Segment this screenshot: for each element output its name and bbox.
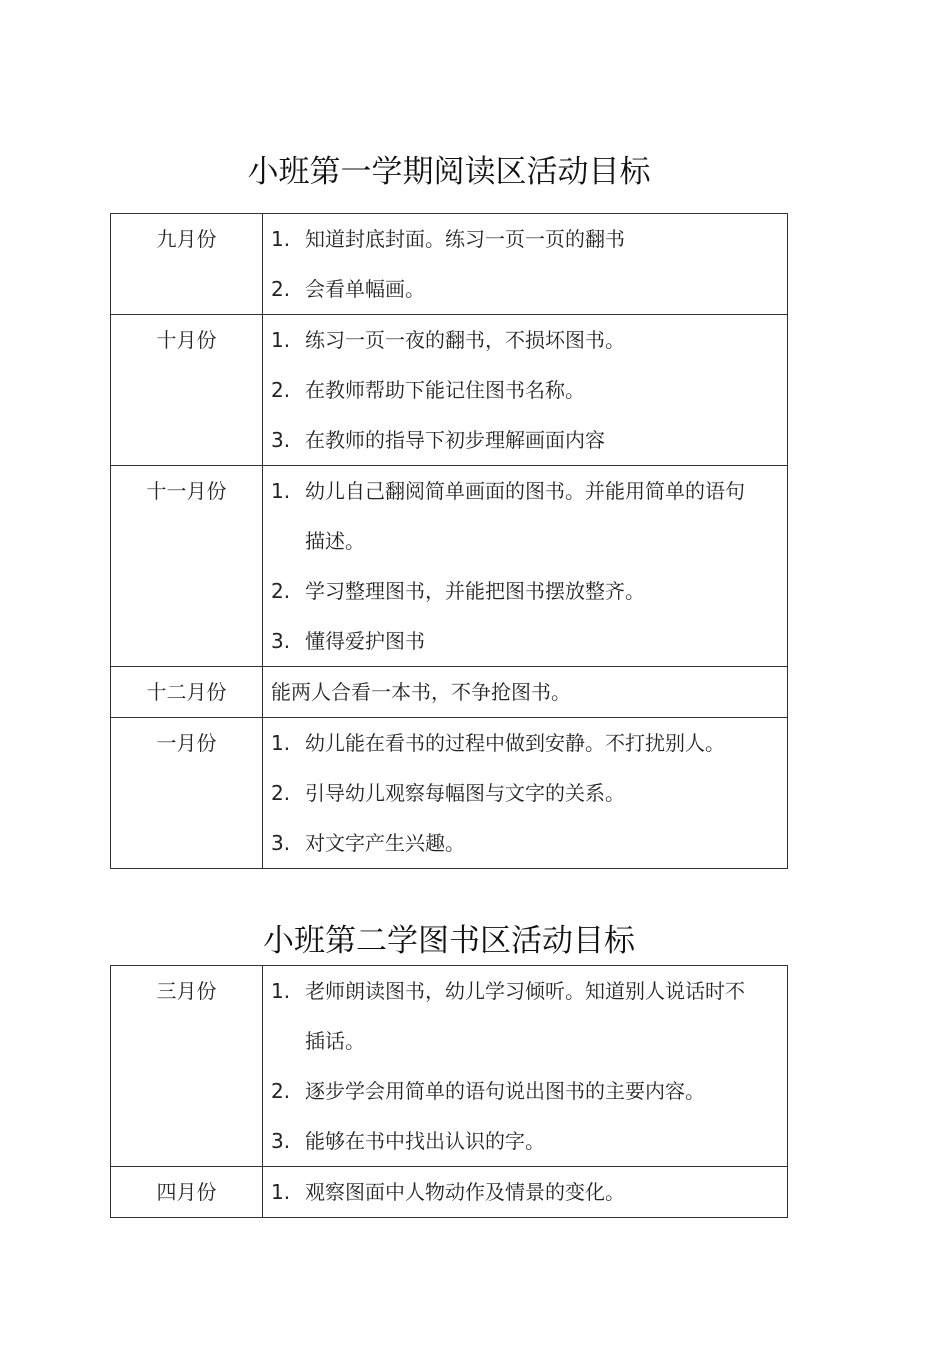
list-item xyxy=(271,415,787,465)
item-text: 练习一页一夜的翻书，不损坏图书。 xyxy=(305,328,625,352)
item-number: 3. xyxy=(271,629,291,653)
month-cell: 十一月份 xyxy=(111,466,263,667)
list-item xyxy=(271,616,787,666)
goals-cell xyxy=(263,315,788,466)
item-text: 幼儿自己翻阅简单画面的图书。并能用简单的语句描述。 xyxy=(305,479,745,553)
goals-cell xyxy=(263,667,788,718)
item-text: 能够在书中找出认识的字。 xyxy=(305,1129,545,1153)
list-item xyxy=(271,818,787,868)
item-text: 引导幼儿观察每幅图与文字的关系。 xyxy=(305,781,625,805)
month-cell: 十月份 xyxy=(111,315,263,466)
item-text: 对文字产生兴趣。 xyxy=(305,831,465,855)
table-row xyxy=(111,466,788,667)
item-text: 知道封底封面。练习一页一页的翻书 xyxy=(305,227,625,251)
page-title: 小班第一学期阅读区活动目标 xyxy=(247,154,651,190)
item-text: 逐步学会用简单的语句说出图书的主要内容。 xyxy=(305,1079,705,1103)
table-row xyxy=(111,667,788,718)
item-text: 能两人合看一本书，不争抢图书。 xyxy=(271,680,571,704)
section-title: 小班第二学图书区活动目标 xyxy=(263,923,635,959)
list-item xyxy=(271,466,787,566)
item-number: 1. xyxy=(271,979,291,1003)
item-text: 会看单幅画。 xyxy=(305,277,425,301)
month-cell: 十二月份 xyxy=(111,667,263,718)
list-item xyxy=(271,566,787,616)
item-text: 在教师帮助下能记住图书名称。 xyxy=(305,378,585,402)
month-cell: 九月份 xyxy=(111,214,263,315)
list-item xyxy=(271,1116,787,1166)
item-number: 1. xyxy=(271,1180,291,1204)
list-item xyxy=(271,718,787,768)
item-number: 2. xyxy=(271,378,291,402)
list-item xyxy=(271,1066,787,1116)
item-number: 2. xyxy=(271,277,291,301)
table-row xyxy=(111,214,788,315)
table-row xyxy=(111,315,788,466)
month-cell: 三月份 xyxy=(111,966,263,1167)
goals-cell xyxy=(263,214,788,315)
table-row xyxy=(111,1167,788,1218)
list-item xyxy=(271,966,787,1066)
list-item xyxy=(271,667,787,717)
table-row xyxy=(111,966,788,1167)
list-item xyxy=(271,315,787,365)
item-number: 3. xyxy=(271,428,291,452)
item-text: 在教师的指导下初步理解画面内容 xyxy=(305,428,605,452)
item-number: 1. xyxy=(271,479,291,503)
month-cell: 一月份 xyxy=(111,718,263,869)
item-text: 观察图面中人物动作及情景的变化。 xyxy=(305,1180,625,1204)
list-item xyxy=(271,264,787,314)
list-item xyxy=(271,365,787,415)
item-number: 1. xyxy=(271,731,291,755)
item-number: 3. xyxy=(271,1129,291,1153)
list-item xyxy=(271,214,787,264)
item-text: 学习整理图书，并能把图书摆放整齐。 xyxy=(305,579,645,603)
item-number: 3. xyxy=(271,831,291,855)
item-text: 懂得爱护图书 xyxy=(305,629,425,653)
goals-cell xyxy=(263,1167,788,1218)
item-number: 2. xyxy=(271,579,291,603)
item-text: 幼儿能在看书的过程中做到安静。不打扰别人。 xyxy=(305,731,725,755)
list-item xyxy=(271,1167,787,1217)
item-number: 1. xyxy=(271,227,291,251)
list-item xyxy=(271,768,787,818)
goals-cell xyxy=(263,718,788,869)
goals-cell xyxy=(263,966,788,1167)
item-text: 老师朗读图书，幼儿学习倾听。知道别人说话时不插话。 xyxy=(305,979,745,1053)
table-row xyxy=(111,718,788,869)
activity-goals-table xyxy=(110,213,788,869)
item-number: 2. xyxy=(271,781,291,805)
item-number: 2. xyxy=(271,1079,291,1103)
goals-cell xyxy=(263,466,788,667)
month-cell: 四月份 xyxy=(111,1167,263,1218)
activity-goals-table xyxy=(110,965,788,1218)
item-number: 1. xyxy=(271,328,291,352)
